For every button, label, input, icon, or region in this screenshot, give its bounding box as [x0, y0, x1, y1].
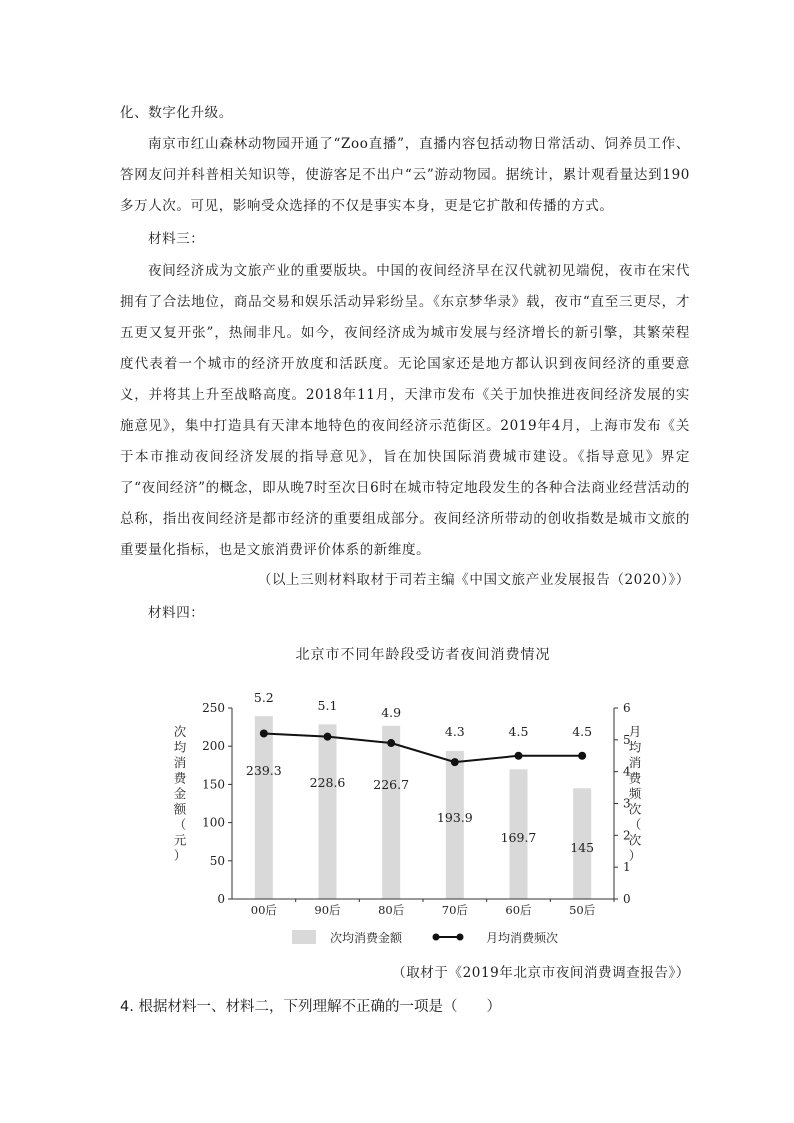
material3-heading: 材料三： [148, 231, 205, 247]
night-consumption-chart [160, 640, 640, 960]
right-axis-title-char: 次 [628, 801, 642, 817]
right-tick-label: 0 [623, 892, 631, 906]
legend-bar-label: 次均消费金额 [330, 931, 403, 945]
material2-continued-line: 化、数字化升级。 [120, 105, 233, 121]
right-tick-label: 2 [623, 828, 631, 843]
right-tick-label: 4 [623, 764, 631, 779]
left-tick-label: 100 [202, 815, 225, 830]
legend-line-marker-left [433, 934, 440, 941]
line-value-label: 4.9 [381, 705, 402, 720]
legend-line-label: 月均消费频次 [486, 931, 559, 945]
chart-title: 北京市不同年龄段受访者夜间消费情况 [295, 647, 551, 663]
bar-90后 [319, 724, 337, 899]
material3-source: （以上三则材料取材于司若主编《中国文旅产业发展报告（2020）》） [257, 572, 690, 588]
material2-paragraph: 南京市红山森林动物园开通了“Zoo直播”，直播内容包括动物日常活动、饲养员工作、答网友问并科普相关知识等，使游客足不出户“云”游动物园。据统计，累计观看量达到190多万人次。可见，影响受众选择的不仅是事实本身，更是它扩散和传播的方式。 [120, 136, 690, 214]
left-axis-title-char: 费 [173, 770, 187, 786]
right-axis-title-char: 消 [628, 755, 642, 770]
frequency-point-80后 [387, 739, 395, 747]
right-tick-label: 3 [623, 796, 631, 811]
line-value-label: 4.5 [508, 724, 529, 739]
x-tick-label: 60后 [505, 903, 532, 917]
bar-value-label: 228.6 [309, 775, 346, 790]
bar-00后 [255, 716, 273, 899]
x-tick-label: 00后 [250, 903, 277, 917]
bar-value-label: 193.9 [436, 810, 473, 825]
material3-paragraph: 夜间经济成为文旅产业的重要版块。中国的夜间经济早在汉代就初见端倪，夜市在宋代拥有了合法地位，商品交易和娱乐活动异彩纷呈。《东京梦华录》载，夜市“直至三更尽，才五更又复开张”，热闹非凡。如今，夜间经济成为城市发展与经济增长的新引擎，其繁荣程度代表着一个城市的经济开放度和活跃度。无论国家还是地方都认识到夜间经济的重要意义，并将其上升至战略高度。2018年11月，天津市发布《关于加快推进夜间经济发展的实施意见》，集中打造具有天津本地特色的夜间经济示范街区。2019年4月，上海市发布《关于本市推动夜间经济发展的指导意见》，旨在加快国际消费城市建设。《指导意见》界定了“夜间经济”的概念，即从晚7时至次日6时在城市特定地段发生的各种合法商业经营活动的总称，指出夜间经济是都市经济的重要组成部分。夜间经济所带动的创收指数是城市文旅的重要量化指标，也是文旅消费评价体系的新维度。 [120, 263, 690, 558]
bar-value-label: 169.7 [500, 830, 537, 845]
x-tick-label: 80后 [378, 903, 405, 917]
left-axis-title-char: 均 [173, 739, 187, 755]
frequency-point-60后 [515, 752, 523, 760]
right-tick-label: 5 [623, 732, 631, 747]
line-value-label: 5.1 [317, 698, 338, 713]
left-axis-title-char: 元 [173, 832, 187, 848]
right-tick-label: 1 [623, 860, 631, 875]
left-tick-label: 50 [209, 853, 225, 868]
right-axis-title-char: 费 [628, 770, 642, 786]
left-axis-title-char: 次 [173, 724, 187, 739]
line-value-label: 5.2 [253, 690, 274, 705]
left-axis-title-char: （ [173, 817, 187, 832]
right-axis-title-char: 频 [628, 786, 642, 801]
left-tick-label: 150 [202, 777, 225, 792]
frequency-point-00后 [260, 729, 268, 737]
left-tick-label: 250 [202, 701, 225, 715]
right-axis-title-char: 月 [628, 724, 642, 739]
right-axis-title-char: ） [628, 848, 642, 863]
line-value-label: 4.5 [572, 724, 593, 739]
left-axis-title-char: 额 [173, 801, 187, 817]
line-value-label: 4.3 [444, 724, 465, 739]
frequency-point-50后 [578, 752, 586, 760]
material4-source: （取材于《2019年北京市夜间消费调查报告》） [392, 965, 690, 981]
x-tick-label: 70后 [441, 903, 468, 917]
left-axis-title-char: 消 [173, 755, 187, 770]
frequency-point-90后 [324, 733, 332, 741]
right-axis-title-char: （ [628, 817, 642, 832]
left-tick-label: 0 [217, 892, 225, 906]
x-tick-label: 50后 [569, 903, 596, 917]
frequency-line [264, 733, 582, 762]
right-axis-title-char: 次 [628, 832, 642, 848]
right-axis-title-char: 均 [628, 739, 642, 755]
question-4: 4. 根据材料一、材料二，下列理解不正确的一项是（ ） [120, 999, 501, 1015]
right-tick-label: 6 [623, 701, 631, 715]
material4-heading: 材料四： [148, 605, 205, 621]
left-axis-title-char: ） [173, 848, 187, 863]
left-axis-title-char: 金 [173, 786, 187, 801]
x-tick-label: 90后 [314, 903, 341, 917]
legend-line-marker-right [457, 934, 464, 941]
legend-bar-swatch [292, 930, 316, 944]
left-tick-label: 200 [202, 739, 225, 754]
bar-value-label: 226.7 [373, 777, 410, 792]
bar-80后 [382, 726, 400, 899]
frequency-point-70后 [451, 758, 459, 766]
bar-value-label: 145 [570, 840, 595, 855]
bar-value-label: 239.3 [245, 763, 282, 778]
